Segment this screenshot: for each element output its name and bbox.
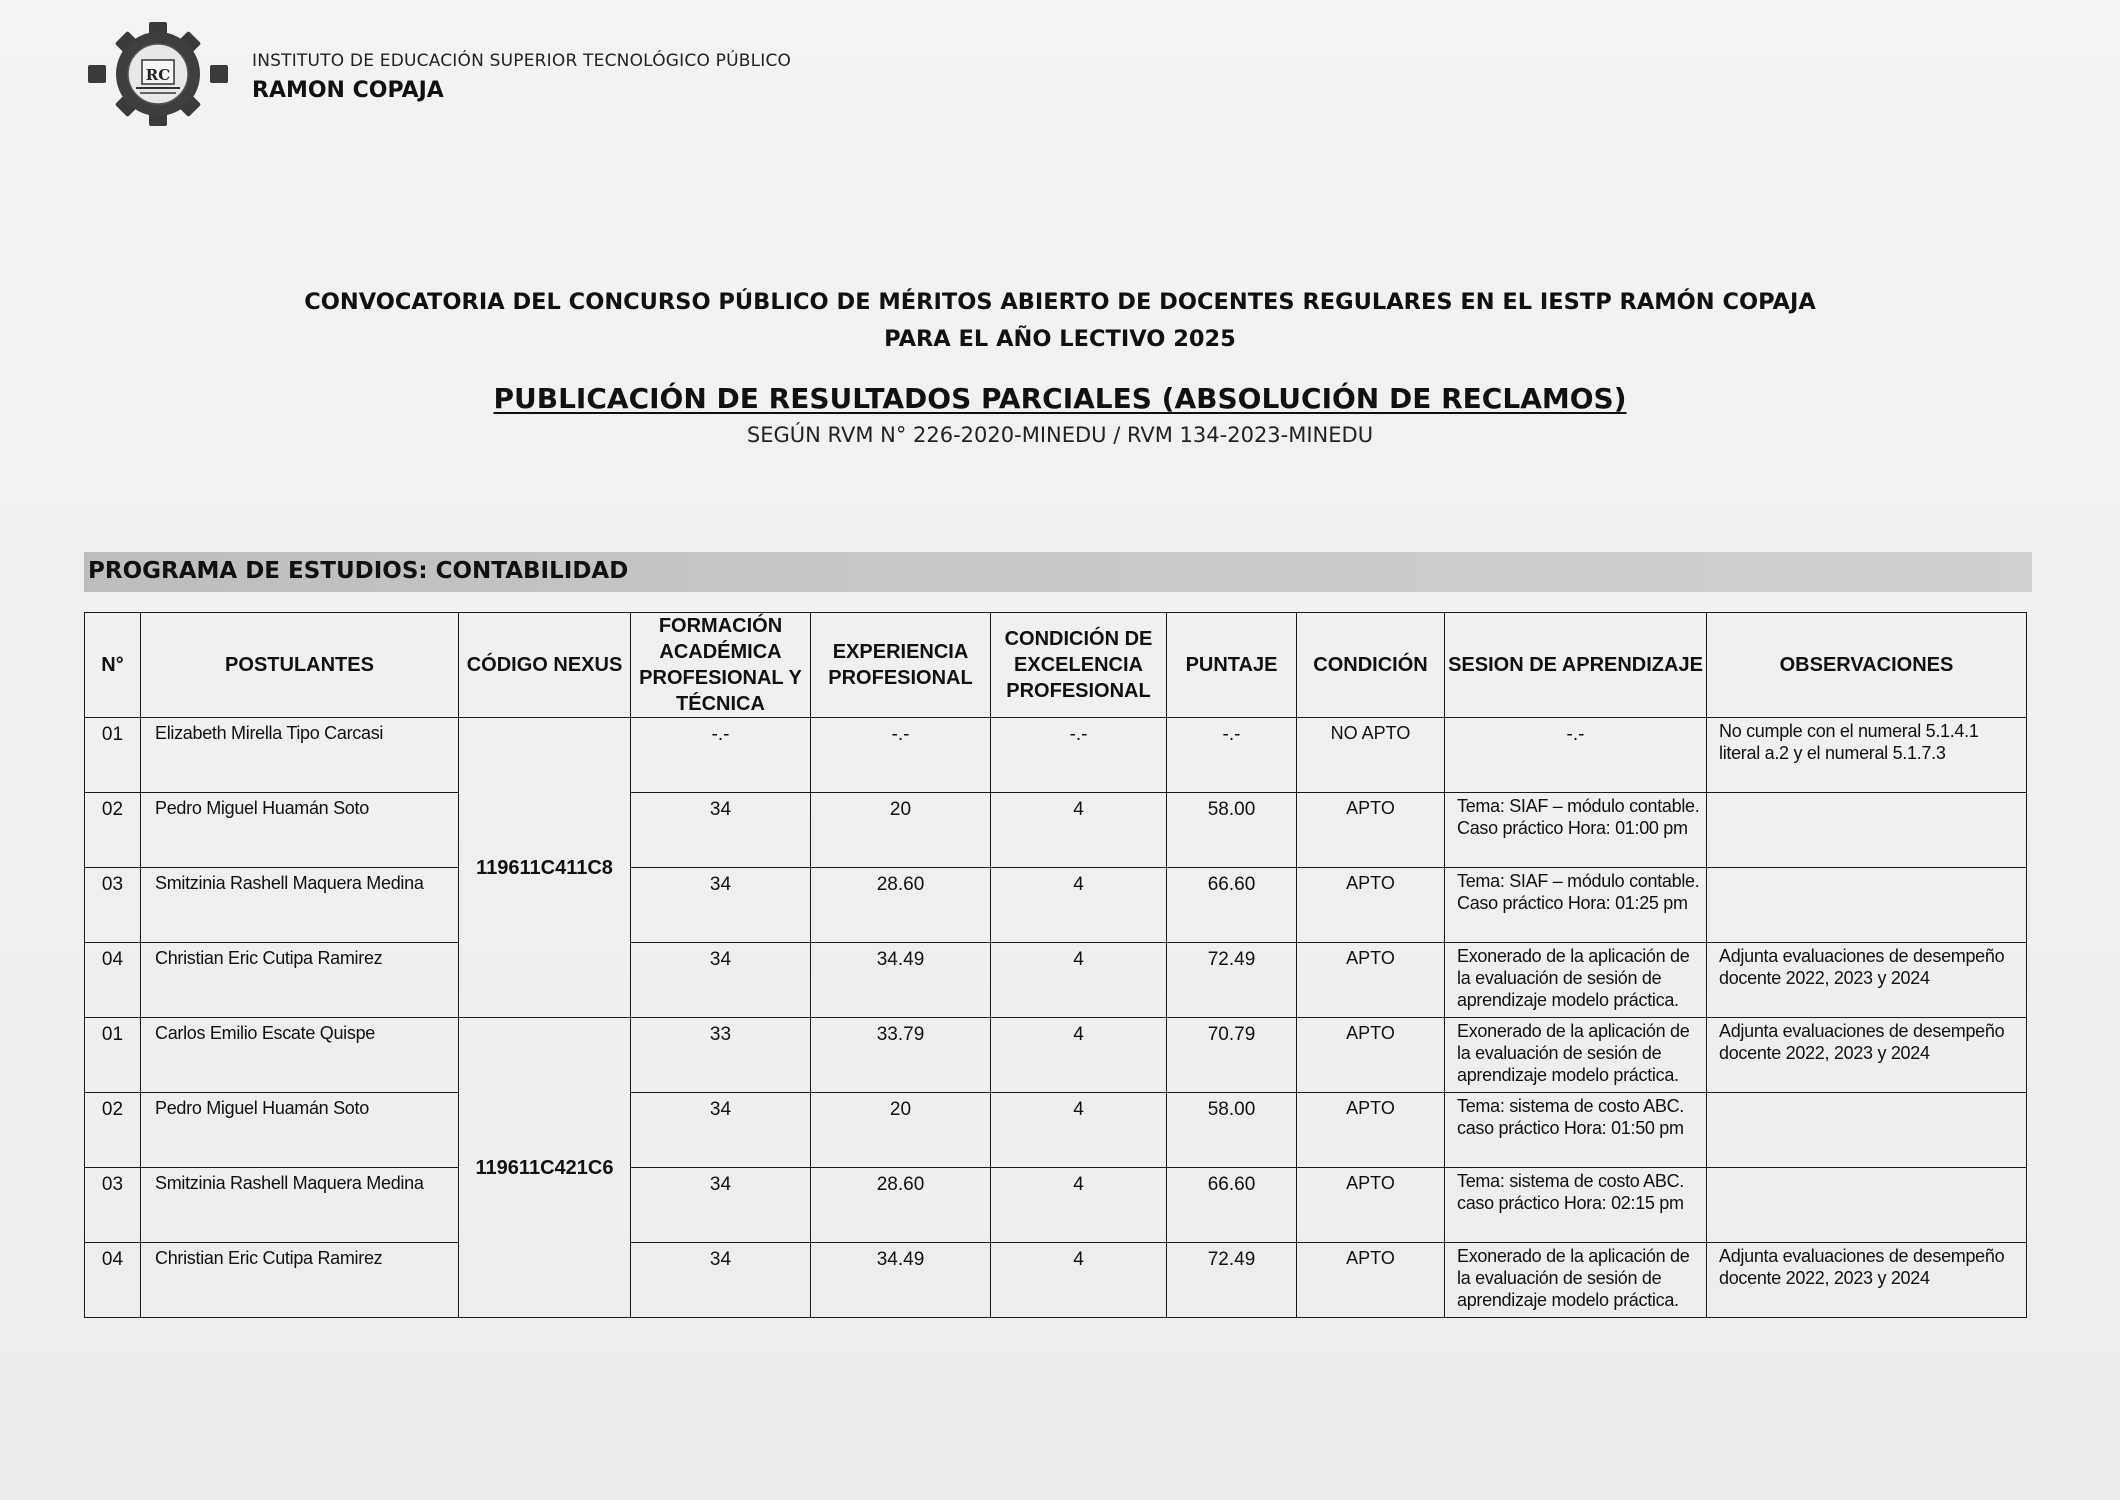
header-num: N° [85,613,141,718]
results-table [84,612,2027,1318]
cell-puntaje: 70.79 [1167,1018,1297,1093]
cell-sesion: Tema: sistema de costo ABC. caso práctico Hora: 01:50 pm [1445,1093,1707,1168]
cell-puntaje: 72.49 [1167,943,1297,1018]
cell-excelencia: 4 [991,793,1167,868]
table-header-row [85,613,2027,718]
cell-postulante: Elizabeth Mirella Tipo Carcasi [141,718,459,793]
cell-postulante: Christian Eric Cutipa Ramirez [141,943,459,1018]
cell-sesion: Exonerado de la aplicación de la evaluación de sesión de aprendizaje modelo práctica. [1445,943,1707,1018]
institute-name-line2: RAMON COPAJA [252,78,444,103]
cell-formacion: -.- [631,718,811,793]
cell-experiencia: 34.49 [811,1243,991,1318]
cell-experiencia: 28.60 [811,1168,991,1243]
cell-postulante: Smitzinia Rashell Maquera Medina [141,1168,459,1243]
header-observaciones: OBSERVACIONES [1707,613,2027,718]
program-label: PROGRAMA DE ESTUDIOS: CONTABILIDAD [88,558,629,584]
logo-text: RC [145,66,171,84]
gear-seal-icon [88,22,238,126]
cell-formacion: 34 [631,868,811,943]
cell-codigo-nexus: 119611C411C8 [459,718,631,1018]
table-row [85,868,2027,943]
cell-experiencia: 20 [811,793,991,868]
cell-observaciones [1707,1168,2027,1243]
cell-postulante: Christian Eric Cutipa Ramirez [141,1243,459,1318]
cell-sesion: -.- [1445,718,1707,793]
institute-name-line1: INSTITUTO DE EDUCACIÓN SUPERIOR TECNOLÓGICO PÚBLICO [252,51,792,71]
cell-excelencia: 4 [991,868,1167,943]
cell-excelencia: 4 [991,1168,1167,1243]
cell-observaciones [1707,793,2027,868]
cell-condicion: NO APTO [1297,718,1445,793]
publication-title [0,382,2120,415]
cell-formacion: 33 [631,1018,811,1093]
header-excelencia: CONDICIÓN DE EXCELENCIA PROFESIONAL [991,613,1167,718]
table-row [85,1093,2027,1168]
cell-formacion: 34 [631,943,811,1018]
table-row [85,718,2027,793]
cell-sesion: Tema: SIAF – módulo contable. Caso práctico Hora: 01:25 pm [1445,868,1707,943]
cell-postulante: Smitzinia Rashell Maquera Medina [141,868,459,943]
cell-observaciones: Adjunta evaluaciones de desempeño docente 2022, 2023 y 2024 [1707,1243,2027,1318]
cell-experiencia: 20 [811,1093,991,1168]
cell-formacion: 34 [631,1093,811,1168]
cell-num: 01 [85,718,141,793]
cell-excelencia: -.- [991,718,1167,793]
cell-excelencia: 4 [991,1093,1167,1168]
cell-observaciones [1707,1093,2027,1168]
cell-sesion: Exonerado de la aplicación de la evaluación de sesión de aprendizaje modelo práctica. [1445,1243,1707,1318]
cell-puntaje: 58.00 [1167,1093,1297,1168]
cell-condicion: APTO [1297,1168,1445,1243]
convocatoria-title [0,284,2120,358]
cell-excelencia: 4 [991,1243,1167,1318]
table-row [85,793,2027,868]
cell-sesion: Exonerado de la aplicación de la evaluación de sesión de aprendizaje modelo práctica. [1445,1018,1707,1093]
program-bar [84,552,2032,592]
cell-excelencia: 4 [991,943,1167,1018]
cell-num: 02 [85,793,141,868]
cell-puntaje: 66.60 [1167,1168,1297,1243]
cell-condicion: APTO [1297,1018,1445,1093]
cell-formacion: 34 [631,1168,811,1243]
cell-experiencia: 28.60 [811,868,991,943]
table-row [85,1243,2027,1318]
cell-condicion: APTO [1297,1093,1445,1168]
cell-condicion: APTO [1297,868,1445,943]
cell-experiencia: -.- [811,718,991,793]
table-row [85,1168,2027,1243]
header-codigo: CÓDIGO NEXUS [459,613,631,718]
cell-condicion: APTO [1297,1243,1445,1318]
cell-postulante: Pedro Miguel Huamán Soto [141,1093,459,1168]
cell-postulante: Carlos Emilio Escate Quispe [141,1018,459,1093]
header-sesion: SESION DE APRENDIZAJE [1445,613,1707,718]
table-row [85,943,2027,1018]
cell-observaciones [1707,868,2027,943]
table-row [85,1018,2027,1093]
cell-condicion: APTO [1297,943,1445,1018]
header-formacion: FORMACIÓN ACADÉMICA PROFESIONAL Y TÉCNICA [631,613,811,718]
header-condicion: CONDICIÓN [1297,613,1445,718]
cell-excelencia: 4 [991,1018,1167,1093]
convocatoria-title-line1: CONVOCATORIA DEL CONCURSO PÚBLICO DE MÉRITOS ABIERTO DE DOCENTES REGULARES EN EL IESTP RAMÓN COPAJA [304,289,1816,315]
publication-subtitle: SEGÚN RVM N° 226-2020-MINEDU / RVM 134-2023-MINEDU [746,423,1374,447]
cell-num: 01 [85,1018,141,1093]
cell-num: 03 [85,1168,141,1243]
cell-num: 04 [85,943,141,1018]
cell-puntaje: 66.60 [1167,868,1297,943]
cell-sesion: Tema: sistema de costo ABC. caso práctico Hora: 02:15 pm [1445,1168,1707,1243]
cell-formacion: 34 [631,1243,811,1318]
header-puntaje: PUNTAJE [1167,613,1297,718]
cell-num: 02 [85,1093,141,1168]
cell-formacion: 34 [631,793,811,868]
cell-codigo-nexus: 119611C421C6 [459,1018,631,1318]
cell-observaciones: Adjunta evaluaciones de desempeño docente 2022, 2023 y 2024 [1707,943,2027,1018]
cell-num: 03 [85,868,141,943]
cell-num: 04 [85,1243,141,1318]
header-experiencia: EXPERIENCIA PROFESIONAL [811,613,991,718]
cell-postulante: Pedro Miguel Huamán Soto [141,793,459,868]
convocatoria-title-line2: PARA EL AÑO LECTIVO 2025 [884,326,1236,352]
cell-observaciones: Adjunta evaluaciones de desempeño docente 2022, 2023 y 2024 [1707,1018,2027,1093]
cell-puntaje: 72.49 [1167,1243,1297,1318]
publication-title-text: PUBLICACIÓN DE RESULTADOS PARCIALES (ABSOLUCIÓN DE RECLAMOS) [493,382,1627,415]
cell-experiencia: 33.79 [811,1018,991,1093]
cell-experiencia: 34.49 [811,943,991,1018]
cell-observaciones: No cumple con el numeral 5.1.4.1 literal a.2 y el numeral 5.1.7.3 [1707,718,2027,793]
cell-puntaje: -.- [1167,718,1297,793]
cell-condicion: APTO [1297,793,1445,868]
cell-puntaje: 58.00 [1167,793,1297,868]
header-postulantes: POSTULANTES [141,613,459,718]
cell-sesion: Tema: SIAF – módulo contable. Caso práctico Hora: 01:00 pm [1445,793,1707,868]
